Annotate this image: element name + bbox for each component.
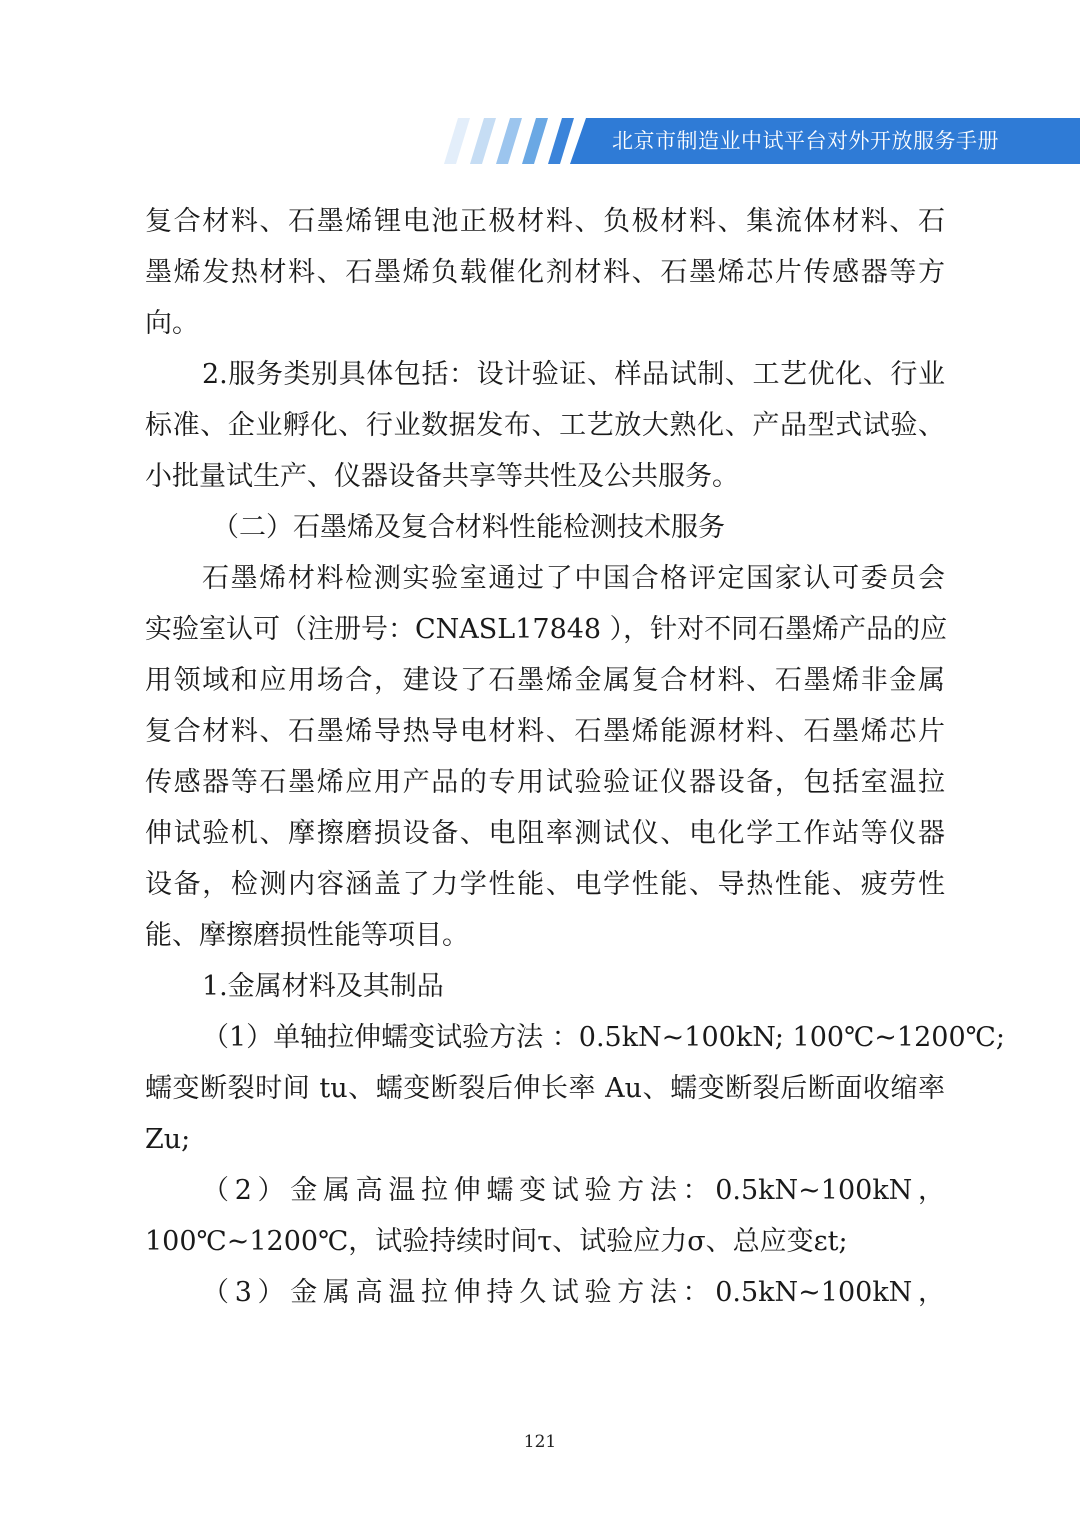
decorative-stripes — [440, 118, 590, 164]
text-line: 2.服务类别具体包括：设计验证、样品试制、工艺优化、行业 — [202, 359, 945, 390]
subsection-heading: 1.金属材料及其制品 — [202, 971, 444, 1002]
text-line: （1）单轴拉伸蠕变试验方法 ：0.5kN~100kN; 100℃~1200℃; — [202, 1022, 1005, 1053]
text-line: 向。 — [145, 308, 199, 339]
text-line: 传感器等石墨烯应用产品的专用试验验证仪器设备，包括室温拉 — [145, 767, 945, 798]
text-line: 复合材料、石墨烯锂电池正极材料、负极材料、集流体材料、石 — [145, 206, 945, 237]
page-number: 121 — [523, 1432, 557, 1452]
text-line: 能、摩擦磨损性能等项目。 — [145, 920, 469, 951]
text-line: 小批量试生产、仪器设备共享等共性及公共服务。 — [145, 461, 739, 492]
body-text — [145, 196, 1005, 1318]
text-line: 石墨烯材料检测实验室通过了中国合格评定国家认可委员会 — [202, 563, 945, 594]
text-line: （3）金属高温拉伸持久试验方法：0.5kN~100kN， — [202, 1277, 945, 1308]
page-header — [0, 0, 1080, 180]
text-line: 蠕变断裂时间 tu、蠕变断裂后伸长率 Au、蠕变断裂后断面收缩率 — [145, 1073, 945, 1104]
stripe-3 — [496, 118, 522, 164]
text-line: 实验室认可（注册号：CNASL17848 ），针对不同石墨烯产品的应 — [145, 614, 948, 645]
stripe-2 — [470, 118, 496, 164]
text-line: 100℃~1200℃，试验持续时间τ、试验应力σ、总应变εt; — [145, 1226, 848, 1257]
text-line: 用领域和应用场合，建设了石墨烯金属复合材料、石墨烯非金属 — [145, 665, 945, 696]
stripe-1 — [444, 118, 470, 164]
text-line: 复合材料、石墨烯导热导电材料、石墨烯能源材料、石墨烯芯片 — [145, 716, 945, 747]
text-line: 设备，检测内容涵盖了力学性能、电学性能、导热性能、疲劳性 — [145, 869, 945, 900]
text-line: 标准、企业孵化、行业数据发布、工艺放大熟化、产品型式试验、 — [145, 410, 945, 441]
text-line: 伸试验机、摩擦磨损设备、电阻率测试仪、电化学工作站等仪器 — [145, 818, 945, 849]
stripe-4 — [522, 118, 548, 164]
section-heading: （二）石墨烯及复合材料性能检测技术服务 — [212, 512, 725, 543]
text-line: （2）金属高温拉伸蠕变试验方法：0.5kN~100kN， — [202, 1175, 945, 1206]
text-line: 墨烯发热材料、石墨烯负载催化剂材料、石墨烯芯片传感器等方 — [145, 257, 945, 288]
text-line: Zu; — [145, 1124, 191, 1155]
manual-title: 北京市制造业中试平台对外开放服务手册 — [612, 129, 999, 153]
